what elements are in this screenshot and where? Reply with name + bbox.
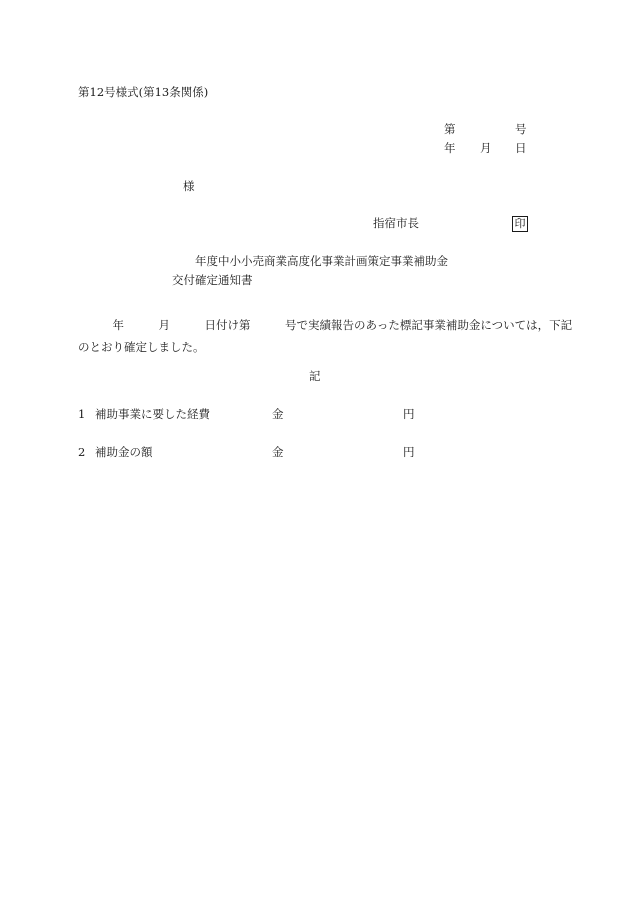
addressee-suffix: 様 [183,179,195,193]
item-1-label: 補助事業に要した経費 [95,407,210,421]
subject-line-2: 交付確定通知書 [172,273,253,287]
item-2-currency-prefix: 金 [272,445,284,459]
date-year-label: 年 [444,141,456,155]
document-number-suffix: 号 [515,122,527,136]
item-2-number: 2 [78,445,86,459]
body-line-1: 年 月 日付け第 号で実績報告のあった標記事業補助金については，下記 [78,318,573,332]
body-paragraph [78,314,573,358]
form-number: 第12号様式(第13条関係) [78,85,209,99]
body-line-2: のとおり確定しました。 [78,340,205,354]
item-1-number: 1 [78,407,86,421]
ki-heading: 記 [309,369,321,383]
item-1-currency-prefix: 金 [272,407,284,421]
item-2-currency-suffix: 円 [403,445,415,459]
date-month-label: 月 [480,141,492,155]
item-1-currency-suffix: 円 [403,407,415,421]
subject-line-1: 年度中小小売商業高度化事業計画策定事業補助金 [195,254,448,268]
item-2-label: 補助金の額 [95,445,153,459]
seal-stamp: 印 [512,216,528,232]
date-day-label: 日 [515,141,527,155]
issuer-title: 指宿市長 [373,216,419,230]
document-number-prefix: 第 [444,122,456,136]
